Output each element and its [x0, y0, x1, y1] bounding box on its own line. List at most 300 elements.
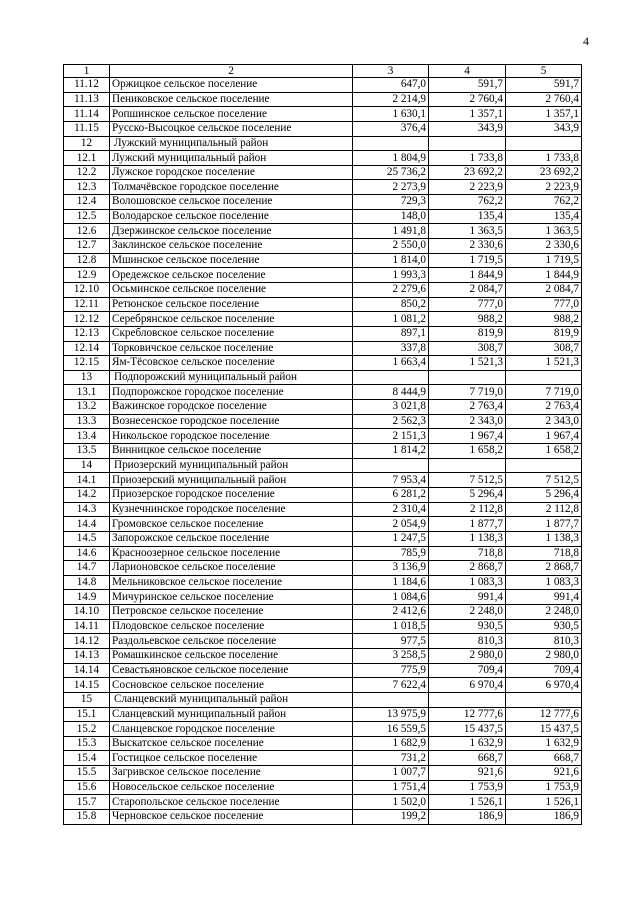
value-col-5: 1 719,5: [506, 253, 582, 268]
settlement-name: Заклинское сельское поселение: [110, 239, 353, 254]
value-col-4: 1 844,9: [429, 268, 506, 283]
row-number: 12.9: [64, 268, 110, 283]
table-row: [64, 195, 582, 210]
table-row: [64, 575, 582, 590]
value-col-3: 2 214,9: [353, 92, 429, 107]
table-row: [64, 780, 582, 795]
row-number: 12.11: [64, 297, 110, 312]
table-row: [64, 678, 582, 693]
settlement-name: Володарское сельское поселение: [110, 209, 353, 224]
row-number: 14.7: [64, 561, 110, 576]
value-col-3: [353, 692, 429, 707]
value-col-5: 15 437,5: [506, 722, 582, 737]
value-col-3: 7 953,4: [353, 473, 429, 488]
value-col-4: 1 733,8: [429, 151, 506, 166]
settlement-name: Подпорожское городское поселение: [110, 385, 353, 400]
settlement-name: Приозерское городское поселение: [110, 487, 353, 502]
value-col-5: 1 632,9: [506, 736, 582, 751]
settlement-name: Севастьяновское сельское поселение: [110, 663, 353, 678]
value-col-3: 1 682,9: [353, 736, 429, 751]
value-col-5: 1 521,3: [506, 356, 582, 371]
settlement-name: Сосновское сельское поселение: [110, 678, 353, 693]
settlement-name: Лужский муниципальный район: [110, 136, 353, 151]
value-col-5: 2 868,7: [506, 561, 582, 576]
value-col-3: 1 247,5: [353, 531, 429, 546]
value-col-4: 1 083,3: [429, 575, 506, 590]
value-col-5: 2 763,4: [506, 400, 582, 415]
value-col-3: 729,3: [353, 195, 429, 210]
value-col-5: 810,3: [506, 634, 582, 649]
value-col-3: 3 258,5: [353, 648, 429, 663]
value-col-4: 6 970,4: [429, 678, 506, 693]
header-col-4: 4: [429, 65, 506, 78]
budget-table: [63, 64, 582, 825]
settlement-name: Важинское городское поселение: [110, 400, 353, 415]
row-number: 12.13: [64, 326, 110, 341]
settlement-name: Винницкое сельское поселение: [110, 444, 353, 459]
settlement-name: Ретюнское сельское поселение: [110, 297, 353, 312]
value-col-4: 591,7: [429, 78, 506, 93]
row-number: 11.12: [64, 78, 110, 93]
value-col-4: 1 877,7: [429, 517, 506, 532]
value-col-5: 2 330,6: [506, 239, 582, 254]
settlement-name: Старопольское сельское поселение: [110, 795, 353, 810]
value-col-5: 12 777,6: [506, 707, 582, 722]
table-row: [64, 663, 582, 678]
row-number: 14.10: [64, 605, 110, 620]
value-col-3: 199,2: [353, 810, 429, 825]
row-number: 12.15: [64, 356, 110, 371]
value-col-3: 3 136,9: [353, 561, 429, 576]
table-row: [64, 473, 582, 488]
value-col-3: 977,5: [353, 634, 429, 649]
value-col-5: 7 512,5: [506, 473, 582, 488]
value-col-3: 2 151,3: [353, 429, 429, 444]
value-col-4: 2 760,4: [429, 92, 506, 107]
value-col-3: 1 184,6: [353, 575, 429, 590]
row-number: 14.13: [64, 648, 110, 663]
table-row: [64, 136, 582, 151]
value-col-3: 337,8: [353, 341, 429, 356]
table-row: [64, 751, 582, 766]
value-col-4: 991,4: [429, 590, 506, 605]
value-col-3: 148,0: [353, 209, 429, 224]
value-col-3: 785,9: [353, 546, 429, 561]
settlement-name: Никольское городское поселение: [110, 429, 353, 444]
value-col-3: 647,0: [353, 78, 429, 93]
value-col-4: 308,7: [429, 341, 506, 356]
value-col-3: [353, 458, 429, 473]
settlement-name: Торковичское сельское поселение: [110, 341, 353, 356]
value-col-4: 819,9: [429, 326, 506, 341]
value-col-5: 2 084,7: [506, 282, 582, 297]
value-col-3: 6 281,2: [353, 487, 429, 502]
table-row: [64, 444, 582, 459]
value-col-5: 2 248,0: [506, 605, 582, 620]
table-row: [64, 590, 582, 605]
settlement-name: Мельниковское сельское поселение: [110, 575, 353, 590]
value-col-5: 591,7: [506, 78, 582, 93]
value-col-3: 1 018,5: [353, 619, 429, 634]
value-col-4: 1 753,9: [429, 780, 506, 795]
value-col-4: 1 363,5: [429, 224, 506, 239]
table-row: [64, 165, 582, 180]
table-row: [64, 692, 582, 707]
row-number: 12.7: [64, 239, 110, 254]
value-col-4: 1 967,4: [429, 429, 506, 444]
row-number: 12.2: [64, 165, 110, 180]
settlement-name: Вознесенское городское поселение: [110, 414, 353, 429]
value-col-3: 2 054,9: [353, 517, 429, 532]
value-col-5: 2 343,0: [506, 414, 582, 429]
table-row: [64, 487, 582, 502]
value-col-4: 777,0: [429, 297, 506, 312]
value-col-3: 1 814,0: [353, 253, 429, 268]
value-col-3: 1 630,1: [353, 107, 429, 122]
row-number: 12.10: [64, 282, 110, 297]
value-col-3: 25 736,2: [353, 165, 429, 180]
row-number: 12.8: [64, 253, 110, 268]
value-col-3: [353, 136, 429, 151]
row-number: 11.14: [64, 107, 110, 122]
settlement-name: Новосельское сельское поселение: [110, 780, 353, 795]
value-col-4: 2 330,6: [429, 239, 506, 254]
value-col-5: 777,0: [506, 297, 582, 312]
table-row: [64, 151, 582, 166]
table-row: [64, 326, 582, 341]
value-col-4: 7 719,0: [429, 385, 506, 400]
table-row: [64, 297, 582, 312]
value-col-4: 1 357,1: [429, 107, 506, 122]
row-number: 15: [64, 692, 110, 707]
header-col-2: 2: [110, 65, 353, 78]
table-row: [64, 209, 582, 224]
value-col-4: 718,8: [429, 546, 506, 561]
value-col-4: 2 343,0: [429, 414, 506, 429]
value-col-4: 2 112,8: [429, 502, 506, 517]
value-col-4: 15 437,5: [429, 722, 506, 737]
table-row: [64, 121, 582, 136]
table-row: [64, 605, 582, 620]
page-number: 4: [583, 34, 589, 48]
value-col-4: 1 719,5: [429, 253, 506, 268]
row-number: 14.11: [64, 619, 110, 634]
value-col-4: 23 692,2: [429, 165, 506, 180]
value-col-4: 7 512,5: [429, 473, 506, 488]
value-col-4: 921,6: [429, 766, 506, 781]
value-col-3: 775,9: [353, 663, 429, 678]
settlement-name: Дзержинское сельское поселение: [110, 224, 353, 239]
value-col-3: 1 804,9: [353, 151, 429, 166]
settlement-name: Ларионовское сельское поселение: [110, 561, 353, 576]
table-row: [64, 414, 582, 429]
table-header-row: [64, 65, 582, 78]
settlement-name: Мшинское сельское поселение: [110, 253, 353, 268]
value-col-3: 16 559,5: [353, 722, 429, 737]
value-col-3: 1 502,0: [353, 795, 429, 810]
value-col-4: 12 777,6: [429, 707, 506, 722]
table-row: [64, 458, 582, 473]
value-col-5: [506, 370, 582, 385]
value-col-5: 343,9: [506, 121, 582, 136]
row-number: 12.3: [64, 180, 110, 195]
value-col-4: 930,5: [429, 619, 506, 634]
value-col-3: 1 751,4: [353, 780, 429, 795]
value-col-4: 1 138,3: [429, 531, 506, 546]
value-col-5: [506, 458, 582, 473]
value-col-4: 709,4: [429, 663, 506, 678]
row-number: 12.6: [64, 224, 110, 239]
table-row: [64, 341, 582, 356]
settlement-name: Скребловское сельское поселение: [110, 326, 353, 341]
value-col-5: 1 083,3: [506, 575, 582, 590]
settlement-name: Толмачёвское городское поселение: [110, 180, 353, 195]
row-number: 12.1: [64, 151, 110, 166]
value-col-5: 1 967,4: [506, 429, 582, 444]
value-col-5: 930,5: [506, 619, 582, 634]
value-col-4: 2 084,7: [429, 282, 506, 297]
value-col-5: 1 877,7: [506, 517, 582, 532]
settlement-name: Серебрянское сельское поселение: [110, 312, 353, 327]
value-col-5: 5 296,4: [506, 487, 582, 502]
table-row: [64, 561, 582, 576]
settlement-name: Сланцевское городское поселение: [110, 722, 353, 737]
settlement-name: Выскатское сельское поселение: [110, 736, 353, 751]
value-col-3: 2 273,9: [353, 180, 429, 195]
value-col-5: 921,6: [506, 766, 582, 781]
table-row: [64, 268, 582, 283]
value-col-5: 2 980,0: [506, 648, 582, 663]
value-col-3: 376,4: [353, 121, 429, 136]
settlement-name: Ромашкинское сельское поселение: [110, 648, 353, 663]
settlement-name: Сланцевский муниципальный район: [110, 692, 353, 707]
row-number: 15.4: [64, 751, 110, 766]
value-col-5: 718,8: [506, 546, 582, 561]
value-col-5: 1 844,9: [506, 268, 582, 283]
header-col-3: 3: [353, 65, 429, 78]
table-row: [64, 92, 582, 107]
table-body: [64, 78, 582, 825]
table-row: [64, 766, 582, 781]
value-col-3: 1 993,3: [353, 268, 429, 283]
value-col-5: 2 112,8: [506, 502, 582, 517]
value-col-3: 850,2: [353, 297, 429, 312]
table-row: [64, 502, 582, 517]
row-number: 14.5: [64, 531, 110, 546]
value-col-5: 1 363,5: [506, 224, 582, 239]
settlement-name: Сланцевский муниципальный район: [110, 707, 353, 722]
table-row: [64, 239, 582, 254]
settlement-name: Мичуринское сельское поселение: [110, 590, 353, 605]
row-number: 13: [64, 370, 110, 385]
value-col-4: 343,9: [429, 121, 506, 136]
value-col-5: [506, 136, 582, 151]
value-col-5: 762,2: [506, 195, 582, 210]
table-row: [64, 648, 582, 663]
value-col-4: 1 521,3: [429, 356, 506, 371]
value-col-4: [429, 136, 506, 151]
value-col-5: 2 223,9: [506, 180, 582, 195]
value-col-4: [429, 370, 506, 385]
row-number: 12.4: [64, 195, 110, 210]
value-col-3: [353, 370, 429, 385]
table-row: [64, 810, 582, 825]
row-number: 15.5: [64, 766, 110, 781]
value-col-5: 135,4: [506, 209, 582, 224]
table-row: [64, 707, 582, 722]
value-col-3: 731,2: [353, 751, 429, 766]
row-number: 15.1: [64, 707, 110, 722]
settlement-name: Черновское сельское поселение: [110, 810, 353, 825]
value-col-4: [429, 692, 506, 707]
row-number: 13.5: [64, 444, 110, 459]
row-number: 14.14: [64, 663, 110, 678]
table-row: [64, 400, 582, 415]
value-col-4: 186,9: [429, 810, 506, 825]
value-col-5: 7 719,0: [506, 385, 582, 400]
value-col-5: 668,7: [506, 751, 582, 766]
value-col-3: 2 562,3: [353, 414, 429, 429]
value-col-3: 2 279,6: [353, 282, 429, 297]
table-row: [64, 356, 582, 371]
value-col-3: 13 975,9: [353, 707, 429, 722]
value-col-5: 2 760,4: [506, 92, 582, 107]
settlement-name: Осьминское сельское поселение: [110, 282, 353, 297]
table-row: [64, 546, 582, 561]
value-col-4: 1 526,1: [429, 795, 506, 810]
value-col-5: 186,9: [506, 810, 582, 825]
table-row: [64, 429, 582, 444]
row-number: 14.3: [64, 502, 110, 517]
settlement-name: Петровское сельское поселение: [110, 605, 353, 620]
settlement-name: Оредежское сельское поселение: [110, 268, 353, 283]
settlement-name: Русско-Высоцкое сельское поселение: [110, 121, 353, 136]
value-col-5: 6 970,4: [506, 678, 582, 693]
value-col-3: 2 550,0: [353, 239, 429, 254]
settlement-name: Запорожское сельское поселение: [110, 531, 353, 546]
row-number: 12: [64, 136, 110, 151]
table-row: [64, 619, 582, 634]
value-col-5: 709,4: [506, 663, 582, 678]
row-number: 15.7: [64, 795, 110, 810]
table-row: [64, 385, 582, 400]
row-number: 15.3: [64, 736, 110, 751]
row-number: 12.12: [64, 312, 110, 327]
settlement-name: Ропшинское сельское поселение: [110, 107, 353, 122]
value-col-4: [429, 458, 506, 473]
value-col-4: 2 980,0: [429, 648, 506, 663]
row-number: 14.15: [64, 678, 110, 693]
value-col-4: 2 868,7: [429, 561, 506, 576]
value-col-3: 1 084,6: [353, 590, 429, 605]
row-number: 14.9: [64, 590, 110, 605]
value-col-4: 2 223,9: [429, 180, 506, 195]
table-row: [64, 253, 582, 268]
row-number: 15.8: [64, 810, 110, 825]
value-col-5: 1 733,8: [506, 151, 582, 166]
value-col-4: 1 658,2: [429, 444, 506, 459]
value-col-3: 897,1: [353, 326, 429, 341]
header-col-5: 5: [506, 65, 582, 78]
settlement-name: Волошовское сельское поселение: [110, 195, 353, 210]
settlement-name: Громовское сельское поселение: [110, 517, 353, 532]
row-number: 14: [64, 458, 110, 473]
table-row: [64, 795, 582, 810]
table-row: [64, 736, 582, 751]
row-number: 11.15: [64, 121, 110, 136]
settlement-name: Кузнечнинское городское поселение: [110, 502, 353, 517]
value-col-5: 1 753,9: [506, 780, 582, 795]
value-col-3: 3 021,8: [353, 400, 429, 415]
row-number: 15.6: [64, 780, 110, 795]
settlement-name: Приозерский муниципальный район: [110, 458, 353, 473]
value-col-3: 1 007,7: [353, 766, 429, 781]
table-row: [64, 78, 582, 93]
value-col-4: 2 248,0: [429, 605, 506, 620]
settlement-name: Приозерский муниципальный район: [110, 473, 353, 488]
value-col-4: 135,4: [429, 209, 506, 224]
value-col-5: 1 357,1: [506, 107, 582, 122]
row-number: 12.14: [64, 341, 110, 356]
value-col-5: 1 138,3: [506, 531, 582, 546]
value-col-4: 668,7: [429, 751, 506, 766]
settlement-name: Подпорожский муниципальный район: [110, 370, 353, 385]
settlement-name: Ям-Тёсовское сельское поселение: [110, 356, 353, 371]
row-number: 13.3: [64, 414, 110, 429]
row-number: 14.8: [64, 575, 110, 590]
row-number: 14.2: [64, 487, 110, 502]
value-col-3: 1 814,2: [353, 444, 429, 459]
value-col-4: 1 632,9: [429, 736, 506, 751]
value-col-3: 1 663,4: [353, 356, 429, 371]
value-col-5: 988,2: [506, 312, 582, 327]
value-col-3: 8 444,9: [353, 385, 429, 400]
settlement-name: Красноозерное сельское поселение: [110, 546, 353, 561]
settlement-name: Загривское сельское поселение: [110, 766, 353, 781]
table-row: [64, 517, 582, 532]
value-col-5: 1 658,2: [506, 444, 582, 459]
settlement-name: Лужский муниципальный район: [110, 151, 353, 166]
settlement-name: Лужское городское поселение: [110, 165, 353, 180]
value-col-3: 2 412,6: [353, 605, 429, 620]
value-col-3: 1 491,8: [353, 224, 429, 239]
table-row: [64, 107, 582, 122]
value-col-3: 1 081,2: [353, 312, 429, 327]
table-row: [64, 282, 582, 297]
value-col-5: 991,4: [506, 590, 582, 605]
table-row: [64, 312, 582, 327]
row-number: 12.5: [64, 209, 110, 224]
table-row: [64, 531, 582, 546]
settlement-name: Плодовское сельское поселение: [110, 619, 353, 634]
value-col-4: 5 296,4: [429, 487, 506, 502]
value-col-5: 308,7: [506, 341, 582, 356]
value-col-3: 7 622,4: [353, 678, 429, 693]
row-number: 13.2: [64, 400, 110, 415]
value-col-5: 23 692,2: [506, 165, 582, 180]
settlement-name: Раздольевское сельское поселение: [110, 634, 353, 649]
value-col-4: 988,2: [429, 312, 506, 327]
row-number: 13.1: [64, 385, 110, 400]
row-number: 14.4: [64, 517, 110, 532]
row-number: 14.12: [64, 634, 110, 649]
row-number: 14.6: [64, 546, 110, 561]
row-number: 11.13: [64, 92, 110, 107]
settlement-name: Оржицкое сельское поселение: [110, 78, 353, 93]
value-col-5: 1 526,1: [506, 795, 582, 810]
table-row: [64, 224, 582, 239]
table-row: [64, 370, 582, 385]
